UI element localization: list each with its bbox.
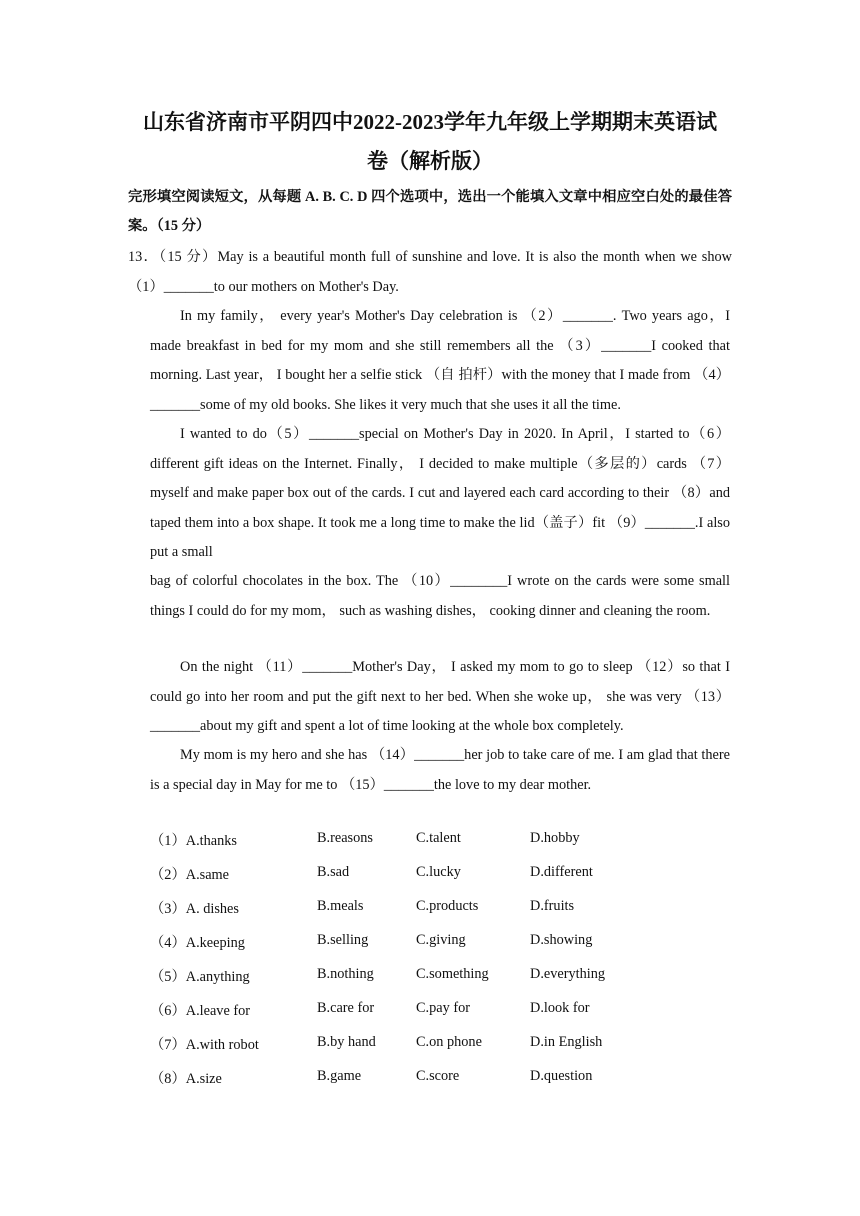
option-d: D.hobby — [530, 830, 580, 846]
options-list — [150, 830, 670, 1102]
option-row-2 — [150, 864, 670, 898]
title-line-2: 卷（解析版） — [367, 149, 493, 173]
option-a: （4）A.keeping — [150, 935, 245, 951]
option-d: D.everything — [530, 966, 606, 982]
option-d: D.different — [530, 864, 593, 880]
passage-text-1: May is a beautiful month full of sunshine and love. It is also the month when we show （1）_______to our mothers on Mother's Day. — [128, 249, 732, 295]
option-c: C.pay for — [416, 1000, 470, 1016]
option-b: B.game — [317, 1068, 362, 1084]
option-a: （3）A. dishes — [150, 901, 239, 917]
option-b: B.selling — [317, 932, 369, 948]
option-a: （8）A.size — [150, 1071, 222, 1087]
option-row-5 — [150, 966, 670, 1000]
option-row-7 — [150, 1034, 670, 1068]
option-c: C.lucky — [416, 864, 461, 880]
option-b: B.by hand — [317, 1034, 376, 1050]
question-number: 13．（15 分） — [128, 249, 218, 265]
option-a: （7）A.with robot — [150, 1037, 259, 1053]
option-b: B.care for — [317, 1000, 375, 1016]
option-c: C.something — [416, 966, 489, 982]
option-b: B.meals — [317, 898, 364, 914]
option-c: C.on phone — [416, 1034, 482, 1050]
option-b: B.reasons — [317, 830, 373, 846]
option-row-3 — [150, 898, 670, 932]
option-row-8 — [150, 1068, 670, 1102]
option-c: C.giving — [416, 932, 466, 948]
option-d: D.question — [530, 1068, 593, 1084]
option-a: （2）A.same — [150, 867, 230, 883]
section-instructions: 完形填空阅读短文，从每题 A. B. C. D 四个选项中，选出一个能填入文章中相应空白处的最佳答案。（15 分） — [128, 189, 732, 234]
option-b: B.sad — [317, 864, 350, 880]
option-c: C.talent — [416, 830, 461, 846]
passage-paragraph-3: I wanted to do（5）_______special on Mother's Day in 2020. In April，I started to（6）different gift ideas on the Internet. Finally， I decided to make multiple（多层的）cards （7）myself and make paper box out of the cards. I cut and layered each card according to their （8）and taped them into a box shape. It took me a long time to make the lid（盖子）fit （9）_______.I also put a small — [150, 426, 730, 560]
option-a: （5）A.anything — [150, 969, 250, 985]
option-a: （6）A.leave for — [150, 1003, 251, 1019]
passage-paragraph-6: My mom is my hero and she has （14）_______her job to take care of me. I am glad that there is a special day in May for me to （15）_______the love to my dear mother. — [150, 747, 730, 793]
title-line-1: 山东省济南市平阴四中2022-2023学年九年级上学期期末英语试 — [143, 110, 717, 134]
option-b: B.nothing — [317, 966, 374, 982]
option-a: （1）A.thanks — [150, 833, 237, 849]
passage-paragraph-4: bag of colorful chocolates in the box. The （10）________I wrote on the cards were some small things I could do for my mom， such as washing dishes， cooking dinner and cleaning the room. — [150, 573, 730, 619]
option-c: C.score — [416, 1068, 460, 1084]
option-d: D.in English — [530, 1034, 603, 1050]
passage-paragraph-2: In my family， every year's Mother's Day celebration is （2）_______. Two years ago，I made breakfast in bed for my mom and she still remembers all the （3）_______I cooked that morning. Last year， I bought her a selfie stick （自 拍杆）with the money that I made from （4）_______some of my old books. She likes it very much that she uses it all the time. — [150, 308, 730, 413]
option-row-1 — [150, 830, 670, 864]
option-d: D.showing — [530, 932, 593, 948]
option-d: D.look for — [530, 1000, 590, 1016]
passage-paragraph-5: On the night （11）_______Mother's Day， I asked my mom to go to sleep （12）so that I could go into her room and put the gift next to her bed. When she woke up， she was very （13）_______about my gift and spent a lot of time looking at the whole box completely. — [150, 659, 730, 734]
option-c: C.products — [416, 898, 479, 914]
passage-paragraph-1 — [128, 243, 732, 302]
option-row-6 — [150, 1000, 670, 1034]
option-d: D.fruits — [530, 898, 575, 914]
option-row-4 — [150, 932, 670, 966]
